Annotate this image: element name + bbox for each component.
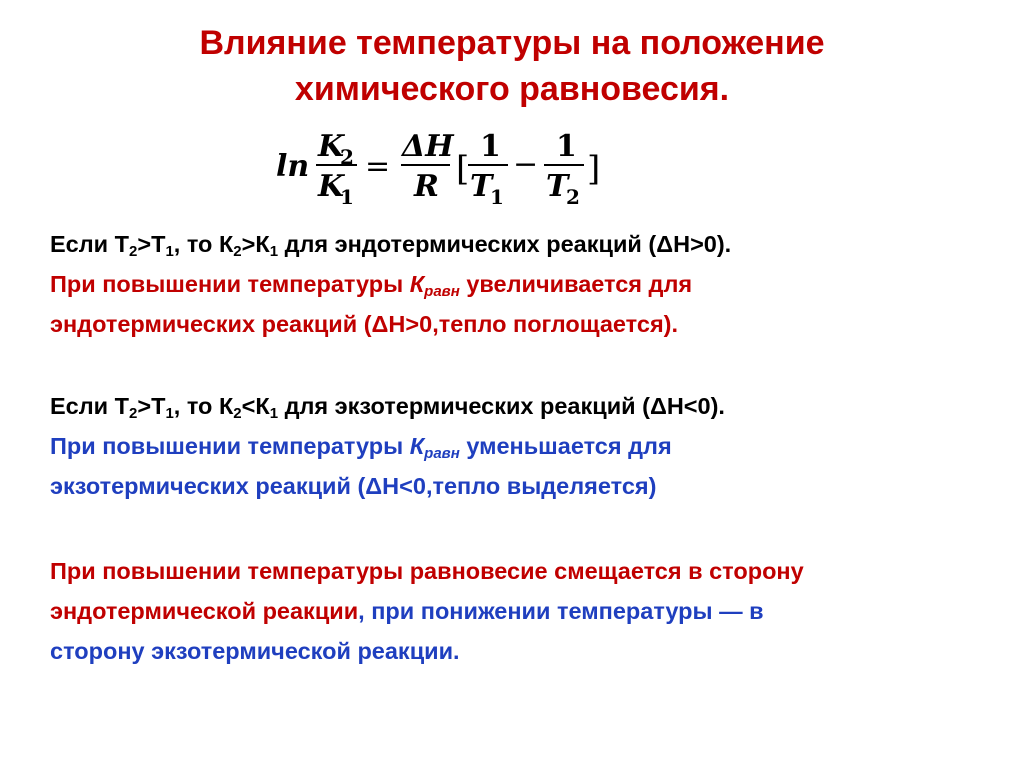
exothermic-block	[50, 386, 1000, 506]
formula-minus: −	[513, 147, 539, 182]
exothermic-statement-cont: экзотермических реакций (ΔН<0,тепло выделяется)	[50, 473, 657, 499]
formula-equals: =	[365, 149, 391, 184]
formula-dh: ΔH	[402, 129, 454, 164]
formula-left-bracket: [	[456, 149, 470, 189]
endothermic-condition: Если $Т_2>Т_1$, то $К_2>К_1$ для эндотермических реакций (ΔН>0).	[50, 231, 732, 260]
formula-t2-sub: 2	[566, 185, 580, 209]
conclusion-line-1: При повышении температуры равновесие смещается в сторону	[50, 558, 804, 584]
title-line-1: Влияние температуры на положение	[199, 24, 825, 62]
formula-k2-sub: 2	[340, 145, 354, 169]
formula-t2: T	[546, 169, 569, 204]
formula-t1-sub: 1	[490, 185, 504, 209]
formula-one-1: 1	[480, 129, 501, 164]
formula-one-2: 1	[556, 129, 577, 164]
title-line-2: химического равновесия.	[294, 70, 730, 108]
formula-k1-sub: 1	[340, 185, 354, 209]
formula-k1: K	[318, 169, 345, 204]
formula-k2: K	[318, 129, 345, 164]
exothermic-statement: При повышении температуры $К_{равн}$ уменьшается для	[50, 433, 672, 462]
formula-t1: T	[470, 169, 493, 204]
formula-r: R	[414, 169, 439, 204]
endothermic-block	[50, 224, 1000, 344]
formula-ln: ln	[276, 149, 310, 184]
exothermic-condition: Если $Т_2>Т_1$, то $К_2<К_1$ для экзотермических реакций (ΔН<0).	[50, 393, 725, 422]
conclusion-line-3: сторону экзотермической реакции.	[50, 638, 460, 664]
formula-right-bracket: ]	[587, 149, 601, 189]
conclusion-line-2: эндотермической реакции, при понижении температуры — в	[50, 598, 764, 624]
endothermic-statement: При повышении температуры $К_{равн}$ увеличивается для	[50, 271, 693, 300]
endothermic-statement-cont: эндотермических реакций (ΔН>0,тепло поглощается).	[50, 311, 679, 337]
conclusion-block	[50, 551, 1000, 671]
